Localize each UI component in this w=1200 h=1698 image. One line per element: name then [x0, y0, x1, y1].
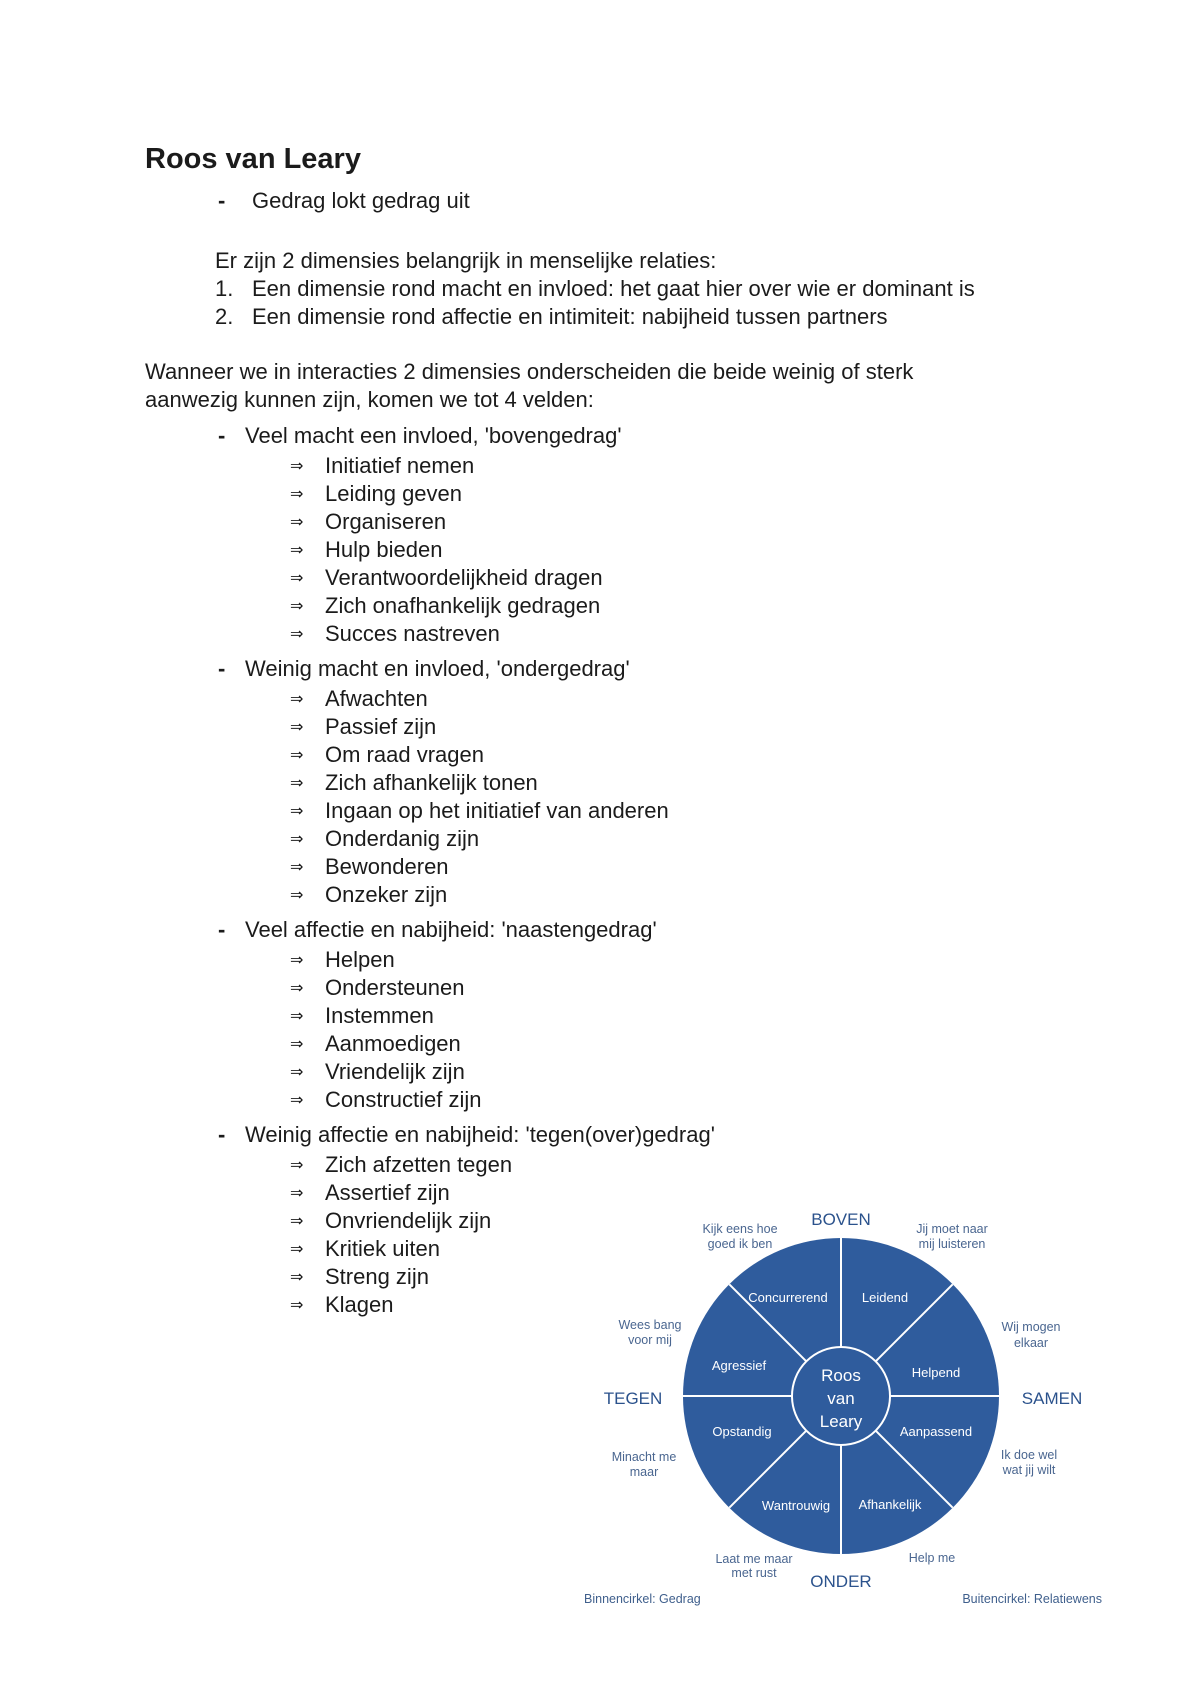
list-item-text: Zich afhankelijk tonen	[325, 770, 538, 795]
arrow-bullet-icon: ⇒	[290, 829, 304, 848]
numbered-item-text: Een dimensie rond macht en invloed: het gaat hier over wie er dominant is	[252, 276, 975, 301]
list-item-text: Ondersteunen	[325, 975, 465, 1000]
list-item-text: Succes nastreven	[325, 621, 500, 646]
list-item-text: Assertief zijn	[325, 1180, 450, 1205]
list-item-text: Onvriendelijk zijn	[325, 1208, 492, 1233]
list-item	[0, 452, 1200, 480]
number-marker: 2.	[215, 304, 234, 329]
arrow-bullet-icon: ⇒	[290, 717, 304, 736]
section-heading-text: Weinig affectie en nabijheid: 'tegen(over)gedrag'	[245, 1122, 715, 1147]
numbered-item-text: Een dimensie rond affectie en intimiteit: nabijheid tussen partners	[252, 304, 888, 329]
roos-van-leary-diagram	[560, 1200, 1140, 1620]
arrow-bullet-icon: ⇒	[290, 885, 304, 904]
outer-phrase-line: voor mij	[628, 1333, 672, 1347]
arrow-bullet-icon: ⇒	[290, 950, 304, 969]
list-item	[0, 536, 1200, 564]
arrow-bullet-icon: ⇒	[290, 745, 304, 764]
sub-list	[0, 452, 1200, 648]
section-heading	[0, 655, 1200, 683]
axis-label-bottom: ONDER	[810, 1572, 872, 1591]
outer-phrase-line: mij luisteren	[918, 1237, 986, 1251]
arrow-bullet-icon: ⇒	[290, 568, 304, 587]
arrow-bullet-icon: ⇒	[290, 857, 304, 876]
list-item	[0, 1030, 1200, 1058]
arrow-bullet-icon: ⇒	[290, 773, 304, 792]
intro-bullet-item	[0, 187, 1200, 215]
list-item-text: Initiatief nemen	[325, 453, 475, 478]
section-heading	[0, 916, 1200, 944]
arrow-bullet-icon: ⇒	[290, 1183, 304, 1202]
arrow-bullet-icon: ⇒	[290, 1155, 304, 1174]
list-item-text: Zich onafhankelijk gedragen	[325, 593, 601, 618]
arrow-bullet-icon: ⇒	[290, 1295, 304, 1314]
arrow-bullet-icon: ⇒	[290, 1006, 304, 1025]
list-item-text: Aanmoedigen	[325, 1031, 461, 1056]
outer-phrase-line: Wees bang	[618, 1318, 682, 1332]
list-item	[0, 592, 1200, 620]
arrow-bullet-icon: ⇒	[290, 689, 304, 708]
list-item-text: Helpen	[325, 947, 395, 972]
section-bovengedrag	[0, 422, 1200, 648]
center-label-line: van	[827, 1389, 855, 1408]
list-item-text: Klagen	[325, 1292, 394, 1317]
section-heading-text: Veel macht een invloed, 'bovengedrag'	[245, 423, 622, 448]
axis-label-left: TEGEN	[603, 1389, 663, 1408]
list-item-text: Passief zijn	[325, 714, 437, 739]
list-item-text: Streng zijn	[325, 1264, 429, 1289]
center-label-line: Roos	[821, 1366, 861, 1385]
dimensions-intro	[0, 247, 1200, 275]
dash-bullet: -	[218, 188, 226, 213]
sector-label-leidend: Leidend	[861, 1290, 909, 1305]
arrow-bullet-icon: ⇒	[290, 624, 304, 643]
arrow-bullet-icon: ⇒	[290, 540, 304, 559]
arrow-bullet-icon: ⇒	[290, 1034, 304, 1053]
sector-label-wantrouwig: Wantrouwig	[761, 1498, 831, 1513]
arrow-bullet-icon: ⇒	[290, 1267, 304, 1286]
paragraph-text: aanwezig kunnen zijn, komen we tot 4 velden:	[145, 387, 594, 412]
list-item	[0, 508, 1200, 536]
outer-phrase-line: Minacht me	[611, 1450, 677, 1464]
outer-phrase-line: Help me	[908, 1551, 956, 1565]
list-item	[0, 769, 1200, 797]
page-title: Roos van Leary	[145, 143, 361, 175]
paragraph-line	[0, 358, 1200, 386]
arrow-bullet-icon: ⇒	[290, 978, 304, 997]
arrow-bullet-icon: ⇒	[290, 1090, 304, 1109]
diagram-legend	[584, 1592, 1102, 1606]
legend-outer-circle: Buitencirkel: Relatiewens	[962, 1592, 1102, 1606]
paragraph-text: Wanneer we in interacties 2 dimensies onderscheiden die beide weinig of sterk	[145, 359, 914, 384]
list-item	[0, 797, 1200, 825]
outer-phrase-line: Wij mogen	[1001, 1320, 1061, 1334]
outer-phrase-line: wat jij wilt	[1002, 1463, 1056, 1477]
arrow-bullet-icon: ⇒	[290, 596, 304, 615]
sector-label-helpend: Helpend	[911, 1365, 961, 1380]
arrow-bullet-icon: ⇒	[290, 801, 304, 820]
list-item-text: Om raad vragen	[325, 742, 484, 767]
sector-label-opstandig: Opstandig	[712, 1424, 772, 1439]
list-item-text: Hulp bieden	[325, 537, 443, 562]
numbered-item	[0, 303, 1200, 331]
list-item	[0, 741, 1200, 769]
arrow-bullet-icon: ⇒	[290, 1062, 304, 1081]
list-item	[0, 825, 1200, 853]
list-item-text: Onderdanig zijn	[325, 826, 480, 851]
list-item	[0, 1086, 1200, 1114]
list-item	[0, 480, 1200, 508]
list-item-text: Kritiek uiten	[325, 1236, 440, 1261]
document-body	[0, 141, 1200, 1319]
center-label-line: Leary	[819, 1412, 863, 1431]
arrow-bullet-icon: ⇒	[290, 1239, 304, 1258]
arrow-bullet-icon: ⇒	[290, 456, 304, 475]
section-heading	[0, 422, 1200, 450]
legend-inner-circle: Binnencirkel: Gedrag	[584, 1592, 701, 1606]
list-item	[0, 1058, 1200, 1086]
list-item	[0, 1151, 1200, 1179]
list-item-text: Zich afzetten tegen	[325, 1152, 513, 1177]
dash-bullet: -	[218, 423, 226, 448]
section-heading-text: Weinig macht en invloed, 'ondergedrag'	[245, 656, 630, 681]
arrow-bullet-icon: ⇒	[290, 1211, 304, 1230]
number-marker: 1.	[215, 276, 234, 301]
list-item-text: Afwachten	[325, 686, 428, 711]
dash-bullet: -	[218, 1122, 226, 1147]
dimensions-intro-text: Er zijn 2 dimensies belangrijk in menselijke relaties:	[215, 248, 717, 273]
section-ondergedrag	[0, 655, 1200, 909]
sub-list	[0, 946, 1200, 1114]
list-item-text: Onzeker zijn	[325, 882, 448, 907]
section-heading-text: Veel affectie en nabijheid: 'naastengedrag'	[245, 917, 657, 942]
sector-label-concurrerend: Concurrerend	[748, 1290, 828, 1305]
outer-phrase-line: elkaar	[1013, 1336, 1049, 1350]
list-item-text: Instemmen	[325, 1003, 434, 1028]
list-item	[0, 685, 1200, 713]
axis-label-top: BOVEN	[811, 1210, 871, 1229]
outer-phrase-line: Laat me maar	[715, 1552, 793, 1566]
sector-label-afhankelijk: Afhankelijk	[858, 1497, 922, 1512]
dash-bullet: -	[218, 656, 226, 681]
outer-phrase-line: goed ik ben	[707, 1237, 773, 1251]
list-item	[0, 564, 1200, 592]
numbered-item	[0, 275, 1200, 303]
list-item-text: Bewonderen	[325, 854, 449, 879]
list-item	[0, 881, 1200, 909]
list-item	[0, 946, 1200, 974]
outer-phrase-line: Jij moet naar	[916, 1222, 988, 1236]
list-item-text: Constructief zijn	[325, 1087, 482, 1112]
intro-bullet-text: Gedrag lokt gedrag uit	[252, 188, 470, 213]
list-item-text: Vriendelijk zijn	[325, 1059, 465, 1084]
list-item-text: Verantwoordelijkheid dragen	[325, 565, 603, 590]
list-item-text: Leiding geven	[325, 481, 463, 506]
outer-phrase-line: Ik doe wel	[1000, 1448, 1058, 1462]
list-item-text: Ingaan op het initiatief van anderen	[325, 798, 669, 823]
section-naastengedrag	[0, 916, 1200, 1114]
outer-phrase-line: met rust	[731, 1566, 777, 1580]
list-item	[0, 620, 1200, 648]
outer-phrase-line: Kijk eens hoe	[702, 1222, 778, 1236]
sector-label-aanpassend: Aanpassend	[899, 1424, 973, 1439]
arrow-bullet-icon: ⇒	[290, 484, 304, 503]
section-heading	[0, 1121, 1200, 1149]
list-item	[0, 974, 1200, 1002]
dash-bullet: -	[218, 917, 226, 942]
outer-phrase-line: maar	[629, 1465, 659, 1479]
list-item-text: Organiseren	[325, 509, 447, 534]
paragraph-line	[0, 386, 1200, 414]
sector-label-agressief: Agressief	[711, 1358, 767, 1373]
arrow-bullet-icon: ⇒	[290, 512, 304, 531]
axis-label-right: SAMEN	[1021, 1389, 1083, 1408]
list-item	[0, 1002, 1200, 1030]
sub-list	[0, 685, 1200, 909]
list-item	[0, 713, 1200, 741]
list-item	[0, 853, 1200, 881]
